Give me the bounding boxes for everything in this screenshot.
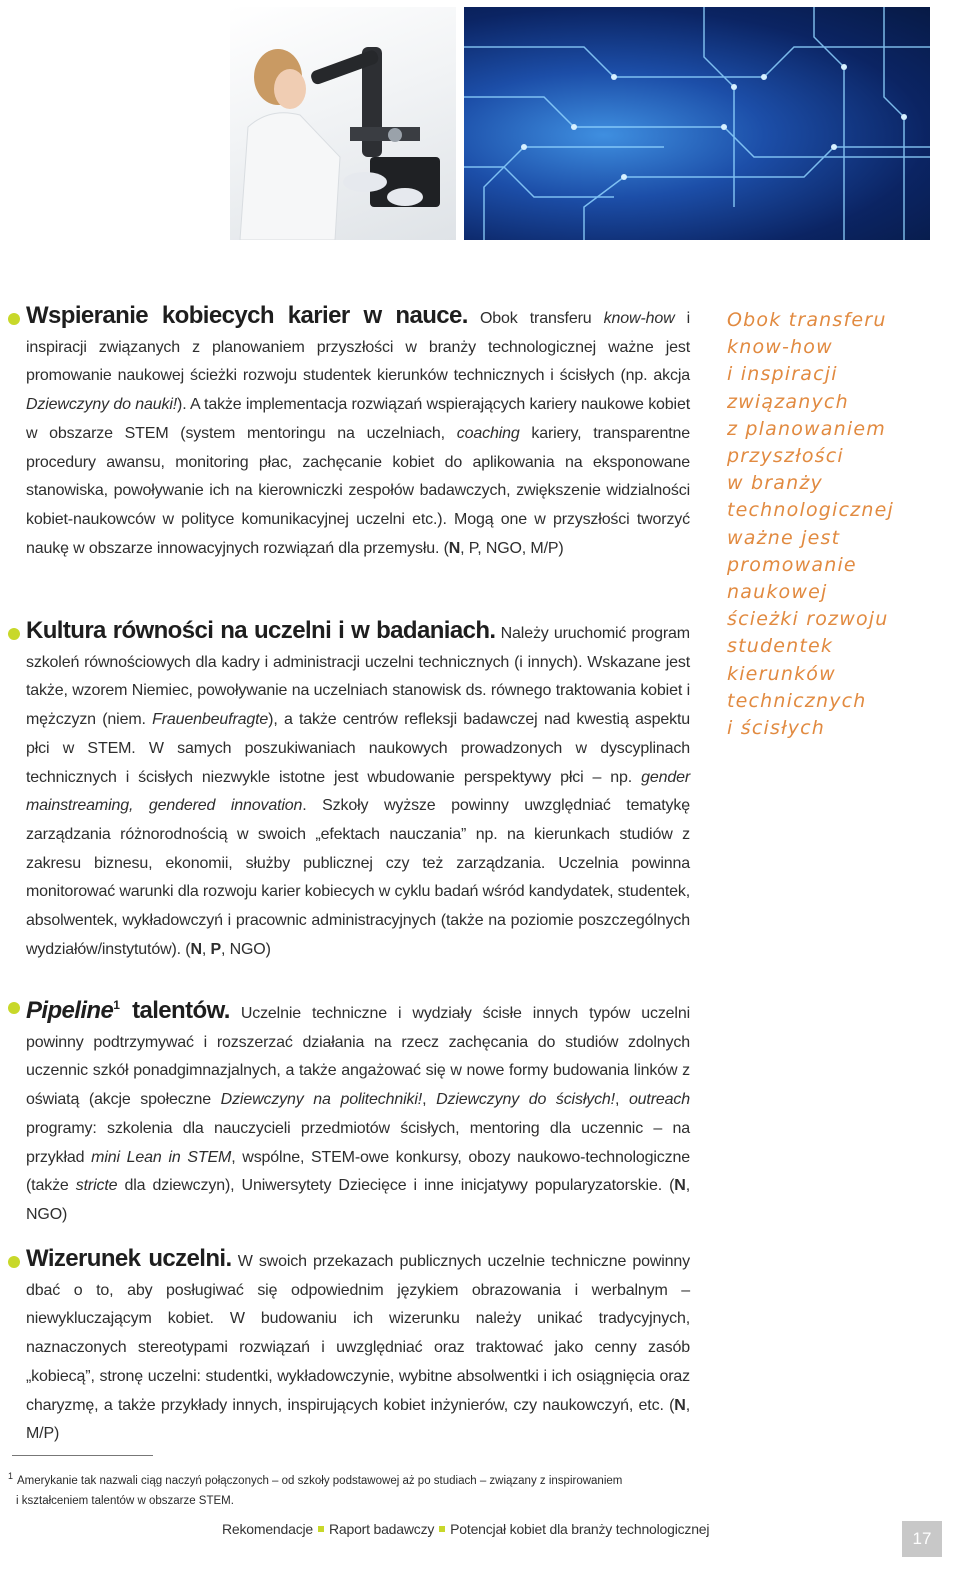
section-paragraph: Wspieranie kobiecych karier w nauce. Obok transferu know-how i inspiracji związanych z planowaniem przyszłości w branży technologicznej ważne jest promowanie naukowej ścieżki rozwoju studentek kierunków technicznych i ścisłych (np. akcja Dziewczyny do nauki!). A także implementacja rozwiązań wspierających kariery naukowe kobiet w obszarze STEM (system mentoringu na uczelniach, coaching kariery, transparentne procedury awansu, monitoring płac, zachęcanie kobiet do aplikowania na eksponowane stanowiska, powoływanie ich na kierowniczki zespołów badawczych, zwiększenie widzialności kobiet-naukowców w polityce komunikacyjnej uczelni etc.). Mogą one w przyszłości tworzyć naukę w obszarze innowacyjnych rozwiązań dla przemysłu. (N, P, NGO, M/P) bbox=[26, 302, 691, 557]
circuit-photo bbox=[464, 7, 930, 240]
running-footer bbox=[222, 1521, 709, 1537]
bullet-icon bbox=[8, 1256, 20, 1268]
page-number: 17 bbox=[902, 1521, 942, 1557]
section-paragraph: Wizerunek uczelni. W swoich przekazach publicznych uczelnie techniczne powinny dbać o to, aby posługiwać się odpowiednim językiem obrazowania i werbalnym – niewykluczającym kobiet. W budowaniu ich wizerunku należy unikać tradycyjnych, naznaczonych stereotypami rozwiązań i uwzględniać oraz traktować jako cenny zasób „kobiecą”, stronę uczelni: studentki, wykładowczynie, wybitne absolwentki i ich osiągnięcia oraz charyzmę, a także przykłady innych, inspirujących kobiet inżynierów, czy naukowczyń, etc. (N, M/P) bbox=[26, 1245, 690, 1443]
footnote: $^1$ Amerykanie tak nazwali ciąg naczyń połączonych – od szkoły podstawowej aż po studiach – związany z inspirowaniem i kształceniem talentów w obszarze STEM. bbox=[8, 1471, 623, 1507]
bullet-icon bbox=[8, 313, 20, 325]
bullet-icon bbox=[8, 628, 20, 640]
footer-section: Rekomendacje bbox=[222, 1521, 313, 1537]
square-bullet-icon bbox=[439, 1526, 445, 1532]
bullet-icon bbox=[8, 1002, 20, 1014]
footnote-ref: 1 bbox=[113, 998, 120, 1012]
section-equality-culture bbox=[8, 617, 690, 964]
section-heading: Pipeline$^1$ talentów. bbox=[26, 997, 230, 1024]
footnote-divider bbox=[12, 1455, 153, 1456]
section-pipeline bbox=[8, 991, 690, 1230]
pull-quote: Obok transferu know-how i inspiracji związanych z planowaniem przyszłości w branży technologicznej ważne jest promowanie naukowej ścieżki rozwoju studentek kierunków technicznych i ścisłych bbox=[727, 309, 894, 740]
section-heading: Kultura równości na uczelni i w badaniach. bbox=[26, 617, 496, 644]
section-paragraph: Kultura równości na uczelni i w badaniach. Należy uruchomić program szkoleń równościowych dla kadry i administracji uczelni technicznych (i innych). Wskazane jest także, wzorem Niemiec, powoływanie na uczelniach stanowisk ds. równego traktowania kobiet i mężczyzn (niem. Frauenbeufragte), a także centrów refleksji badawczej nad kwestią aspektu płci w STEM. W samych poszukiwaniach naukowych prowadzonych w dyscyplinach technicznych i ścisłych niezwykle istotne jest wbudowanie perspektywy płci – np. gender mainstreaming, gendered innovation. Szkoły wyższe powinny uwzględniać tematykę zarządzania różnorodnością w swoich „efektach nauczania” np. na kierunkach studiów z zakresu biznesu, ekonomii, służby publicznej czy też zarządzania. Uczelnia powinna monitorować warunki dla rozwoju karier kobiecych w cyklu badań wśród kandydatek, studentek, absolwentek, wykładowczyń i pracownic administracyjnych (także na poziomie poszczególnych wydziałów/instytutów). (N, P, NGO) bbox=[26, 617, 691, 958]
footer-title: Potencjał kobiet dla branży technologicznej bbox=[450, 1521, 710, 1537]
section-paragraph: Pipeline$^1$ talentów. Uczelnie techniczne i wydziały ścisłe innych typów uczelni powinny podtrzymywać i rozszerzać działania na rzecz zachęcania do studiów zdolnych uczennic szkół ponadgimnazjalnych, a także angażować się w nowe formy budowania linków z oświatą (akcje społeczne Dziewczyny na politechniki!, Dziewczyny do ścisłych!, outreach programy: szkolenia dla nauczycieli przedmiotów ścisłych, mentoring dla uczennic – na przykład mini Lean in STEM, wspólne, STEM-owe konkursy, obozy naukowo-technologiczne (także stricte dla dziewczyn), Uniwersytety Dziecięce i inne inicjatywy popularyzatorskie. (N, NGO) bbox=[26, 997, 691, 1223]
square-bullet-icon bbox=[318, 1526, 324, 1532]
section-women-careers bbox=[8, 302, 690, 563]
section-university-image bbox=[8, 1245, 690, 1449]
section-heading: Wizerunek uczelni. bbox=[26, 1245, 232, 1272]
lab-photo bbox=[230, 7, 456, 240]
footnote-marker: 1 bbox=[8, 1471, 14, 1481]
footer-report: Raport badawczy bbox=[329, 1521, 435, 1537]
section-heading: Wspieranie kobiecych karier w nauce. bbox=[26, 302, 468, 329]
